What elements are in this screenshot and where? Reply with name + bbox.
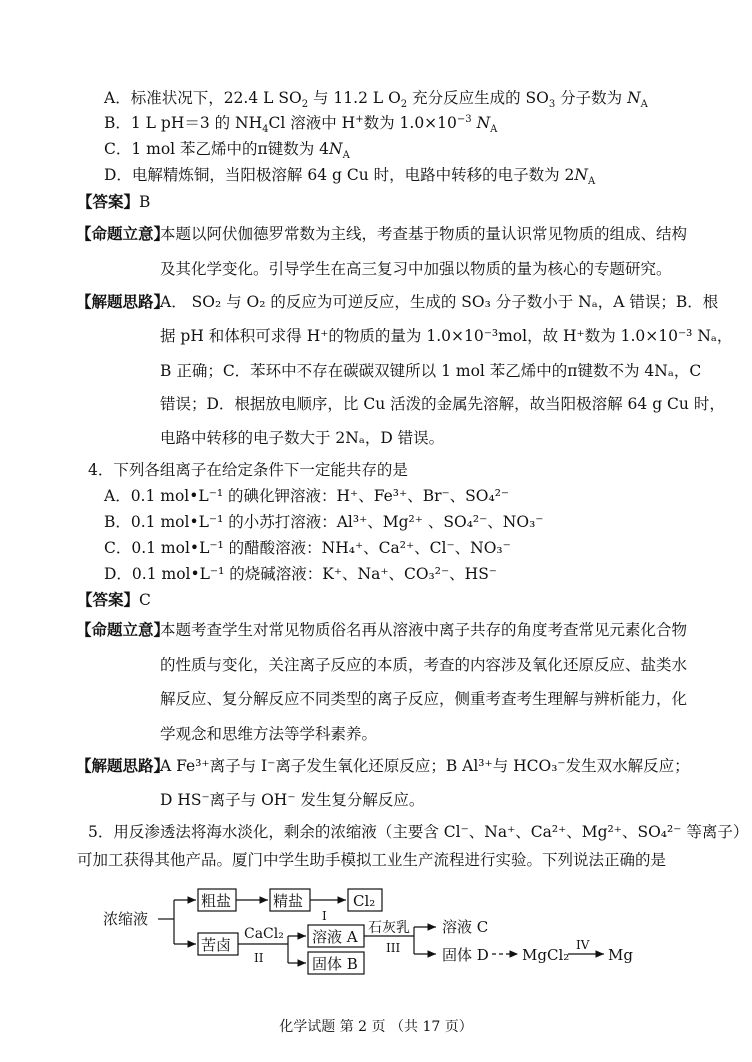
- q4-solution-line-2: D HS⁻离子与 OH⁻ 发生复分解反应。: [160, 791, 425, 809]
- q3-solution-line-1: A． SO₂ 与 O₂ 的反应为可逆反应，生成的 SO₃ 分子数小于 Nₐ，A 错误；B．根: [160, 293, 719, 311]
- q5-flow-diagram: [0, 870, 752, 990]
- q3-intent-label: 【命题立意】: [76, 224, 170, 243]
- flow-solution-a: 溶液 A: [312, 928, 358, 946]
- flow-cacl2: CaCl₂: [244, 926, 284, 942]
- q4-option-b: B．0.1 mol•L⁻¹ 的小苏打溶液：Al³⁺、Mg²⁺ 、SO₄²⁻、NO₃⁻: [104, 513, 544, 531]
- q3-solution-line-2: 据 pH 和体积可求得 H⁺的物质的量为 1.0×10⁻³mol，故 H⁺数为 1.0×10⁻³ Nₐ，: [160, 327, 733, 345]
- flow-crude-salt: 粗盐: [201, 892, 232, 910]
- q4-option-a: A．0.1 mol•L⁻¹ 的碘化钾溶液：H⁺、Fe³⁺、Br⁻、SO₄²⁻: [104, 487, 510, 505]
- flow-step-4: IV: [576, 938, 590, 952]
- flow-step-2: II: [254, 951, 264, 965]
- page-footer: 化学试题 第 2 页 （共 17 页）: [279, 1019, 473, 1035]
- flow-step-1: I: [322, 909, 327, 923]
- q4-intent-line-4: 学观念和思维方法等学科素养。: [160, 725, 378, 743]
- q4-option-d: D．0.1 mol•L⁻¹ 的烧碱溶液：K⁺、Na⁺、CO₃²⁻、HS⁻: [104, 565, 497, 583]
- q3-intent-line-2: 及其化学变化。引导学生在高三复习中加强以物质的量为核心的专题研究。: [160, 260, 672, 278]
- q3-option-b: B．1 L pH＝3 的 $NH_4Cl$ 溶液中 H+数为 $1.0\times 10^{-3}$ $N_A$: [104, 113, 498, 136]
- q4-intent-label: 【命题立意】: [76, 620, 170, 639]
- q3-solution-line-3: B 正确；C．苯环中不存在碳碳双键所以 1 mol 苯乙烯中的π键数不为 4Nₐ，C: [160, 362, 702, 380]
- flow-start: 浓缩液: [103, 910, 149, 928]
- flow-mgcl2: MgCl₂: [522, 946, 570, 964]
- q3-option-d: D．电解精炼铜，当阳极溶解 64 g Cu 时，电路中转移的电子数为 $2N_A$: [104, 166, 596, 188]
- q5-stem-line-1: 5．用反渗透法将海水淡化，剩余的浓缩液（主要含 Cl⁻、Na⁺、Ca²⁺、Mg²⁺、SO₄²⁻ 等离子）: [88, 823, 749, 841]
- q4-option-c: C．0.1 mol•L⁻¹ 的醋酸溶液：NH₄⁺、Ca²⁺、Cl⁻、NO₃⁻: [104, 539, 511, 557]
- q3-solution-line-5: 电路中转移的电子数大于 2Nₐ，D 错误。: [160, 429, 445, 447]
- flow-mg: Mg: [608, 946, 633, 964]
- q4-intent-line-1: 本题考查学生对常见物质俗名再从溶液中离子共存的角度考查常见元素化合物: [160, 621, 688, 639]
- q4-stem: 4．下列各组离子在给定条件下一定能共存的是: [88, 461, 408, 479]
- flow-solution-c: 溶液 C: [442, 918, 489, 936]
- q3-solution-line-4: 错误；D．根据放电顺序，比 Cu 活泼的金属先溶解，故当阳极溶解 64 g Cu 时，: [160, 395, 725, 413]
- q4-solution-line-1: A Fe³⁺离子与 I⁻离子发生氧化还原反应；B Al³⁺与 HCO₃⁻发生双水解反应；: [160, 757, 690, 775]
- flow-bittern: 苦卤: [201, 936, 232, 954]
- q3-intent-line-1: 本题以阿伏伽德罗常数为主线，考查基于物质的量认识常见物质的组成、结构: [160, 225, 688, 243]
- flow-refined-salt: 精盐: [273, 892, 304, 910]
- q5-stem-line-2: 可加工获得其他产品。厦门中学生助手模拟工业生产流程进行实验。下列说法正确的是: [77, 851, 667, 869]
- flow-solution-b: 固体 B: [312, 955, 358, 973]
- q4-intent-line-2: 的性质与变化，关注离子反应的本质，考查的内容涉及氧化还原反应、盐类水: [160, 656, 688, 674]
- q3-solution-label: 【解题思路】: [76, 292, 170, 311]
- q3-answer: 【答案】B: [77, 192, 151, 211]
- q4-intent-line-3: 解反应、复分解反应不同类型的离子反应，侧重考查考生理解与辨析能力，化: [160, 690, 688, 708]
- flow-lime: 石灰乳: [368, 920, 410, 936]
- q3-option-a: A．标准状况下，22.4 L $SO_2$ 与 11.2 L $O_2$ 充分反应生成的 $SO_3$ 分子数为 $N_A$: [104, 89, 648, 111]
- flow-cl2: Cl₂: [353, 892, 376, 910]
- flow-step-3: III: [386, 941, 401, 955]
- q4-solution-label: 【解题思路】: [76, 756, 170, 775]
- q3-option-c: C．1 mol 苯乙烯中的π键数为 $4N_A$: [104, 140, 350, 162]
- q4-answer: 【答案】C: [77, 590, 151, 609]
- flow-solid-d: 固体 D: [442, 946, 489, 964]
